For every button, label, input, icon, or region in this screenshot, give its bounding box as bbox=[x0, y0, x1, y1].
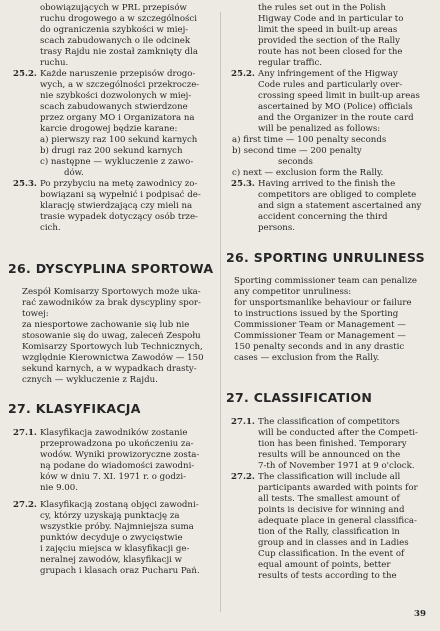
section-heading-27: 27. KLASYFIKACJA bbox=[8, 401, 141, 416]
paragraph-27-2: 27.2. Klasyfikacją zostaną objęci zawodni- cy, którzy uzyskają punktację za wszystkie próby. Najmniejsza suma punktów decyduje o zwycięstwie i zajęciu miejsca w klasyfikacji ge- neralnej zawodów, klasyfikacji w grupach i klasach oraz Pucharu Pań. bbox=[13, 500, 200, 576]
paragraph-25-2: 25.2. Każde naruszenie przepisów drogo- wych, a w szczególności przekrocze- nie szybkości dozwolonych w miej- scach zabudowanych stwierdzone przez organy MO i Organizatora na karcie drogowej będzie karane: a) pierwszy raz 100 sekund karnych b) drugi raz 200 sekund karnych c) następne — wykluczenie z zawo- dów. bbox=[8, 69, 216, 179]
paragraph-27-1: 27.1. Klasyfikacja zawodników zostanie przeprowadzona po ukończeniu za- wodów. Wyniki prowizoryczne zosta- ną podane do wiadomości zawodni- ków w dniu 7. XI. 1971 r. o godzi- nie 9.00. bbox=[13, 428, 200, 493]
continuation-text: obowiązujących w PRL przepisów ruchu drogowego a w szczególności do ograniczenia szybkości w miej- scach zabudowanych o ile odcinek trasy Rajdu nie został zamknięty dla ruchu. bbox=[40, 3, 199, 68]
list-item: b) drugi raz 200 sekund karnych bbox=[40, 146, 183, 156]
list-item: c) następne — wykluczenie z zawo- bbox=[40, 157, 194, 167]
paragraph-25-2: 25.2. Any infringement of the Higway Code rules and particularly over- crossing speed limit in built-up areas ascertained by MO (Police) officials and the Organizer in the route card will be penalized as follows: a) first time — 100 penalty seconds b) second time — 200 penalty seconds c) next — exclusion form the Rally. bbox=[226, 69, 430, 179]
page-number: 39 bbox=[414, 609, 426, 619]
continuation-text: the rules set out in the Polish Higway Code and in particular to limit the speed in built-up areas provided the section of the Rally route has not been closed for the regular traffic. bbox=[258, 3, 404, 68]
list-item: c) next — exclusion form the Rally. bbox=[232, 168, 384, 178]
paragraph-27-1: 27.1. The classification of competitors will be conducted after the Competi- tion has been finished. Temporary results will be announced on the 7-th of November 1971 at 9 o'clock. bbox=[231, 417, 418, 471]
section-26-text: Zespół Komisarzy Sportowych może uka- rać zawodników za brak dyscypliny spor- towej: za niesportowe zachowanie się lub nie stosowanie się do uwag, zaleceń Zespołu Komisarzy Sportowych lub Technicznych, względnie Kierownictwa Zawodów — 150 sekund karnych, a w wypadkach drasty- cznych — wykluczenie z Rajdu. bbox=[22, 287, 204, 385]
list-item: a) pierwszy raz 100 sekund karnych bbox=[40, 135, 198, 145]
section-heading-26: 26. DYSCYPLINA SPORTOWA bbox=[8, 261, 214, 276]
paragraph-number: 27.2. bbox=[13, 500, 37, 510]
paragraph-number: 27.1. bbox=[231, 417, 255, 427]
list-item: b) second time — 200 penalty bbox=[232, 146, 362, 156]
paragraph-number: 25.2. bbox=[231, 69, 255, 79]
column-divider bbox=[220, 12, 221, 612]
paragraph-number: 25.3. bbox=[231, 179, 255, 189]
paragraph-number: 25.2. bbox=[13, 69, 37, 79]
section-26-text: Sporting commissioner team can penalize any competitor unruliness: for unsportsmanlike behaviour or failure to instructions issued by the Sporting Commissioner Team or Management — Commissioner Team or Management — 150 penalty seconds and in any drastic cases — exclusion from the Rally. bbox=[234, 276, 417, 363]
polish-column bbox=[8, 0, 216, 577]
paragraph-25-3: 25.3. Having arrived to the finish the competitors are obliged to complete and sign a statement ascertained any accident concerning the third persons. bbox=[231, 179, 422, 233]
paragraph-25-3: 25.3. Po przybyciu na metę zawodnicy zo- bowiązani są wypełnić i podpisać de- klarację stwierdzającą czy mieli na trasie wypadek dotyczący osób trze- cich. bbox=[13, 179, 201, 233]
paragraph-number: 25.3. bbox=[13, 179, 37, 189]
list-item: a) first time — 100 penalty seconds bbox=[232, 135, 387, 145]
english-column bbox=[226, 0, 430, 582]
paragraph-27-2: 27.2. The classification will include all participants awarded with points for all tests. The smallest amount of points is decisive for winning and adequate place in general classifica- tion of the Rally, classification in group and in classes and in Ladies Cup classification. In the event of equal amount of points, better results of tests according to the bbox=[231, 472, 418, 581]
section-heading-27: 27. CLASSIFICATION bbox=[226, 390, 373, 405]
section-heading-26: 26. SPORTING UNRULINESS bbox=[226, 250, 425, 265]
paragraph-number: 27.1. bbox=[13, 428, 37, 438]
paragraph-number: 27.2. bbox=[231, 472, 255, 482]
